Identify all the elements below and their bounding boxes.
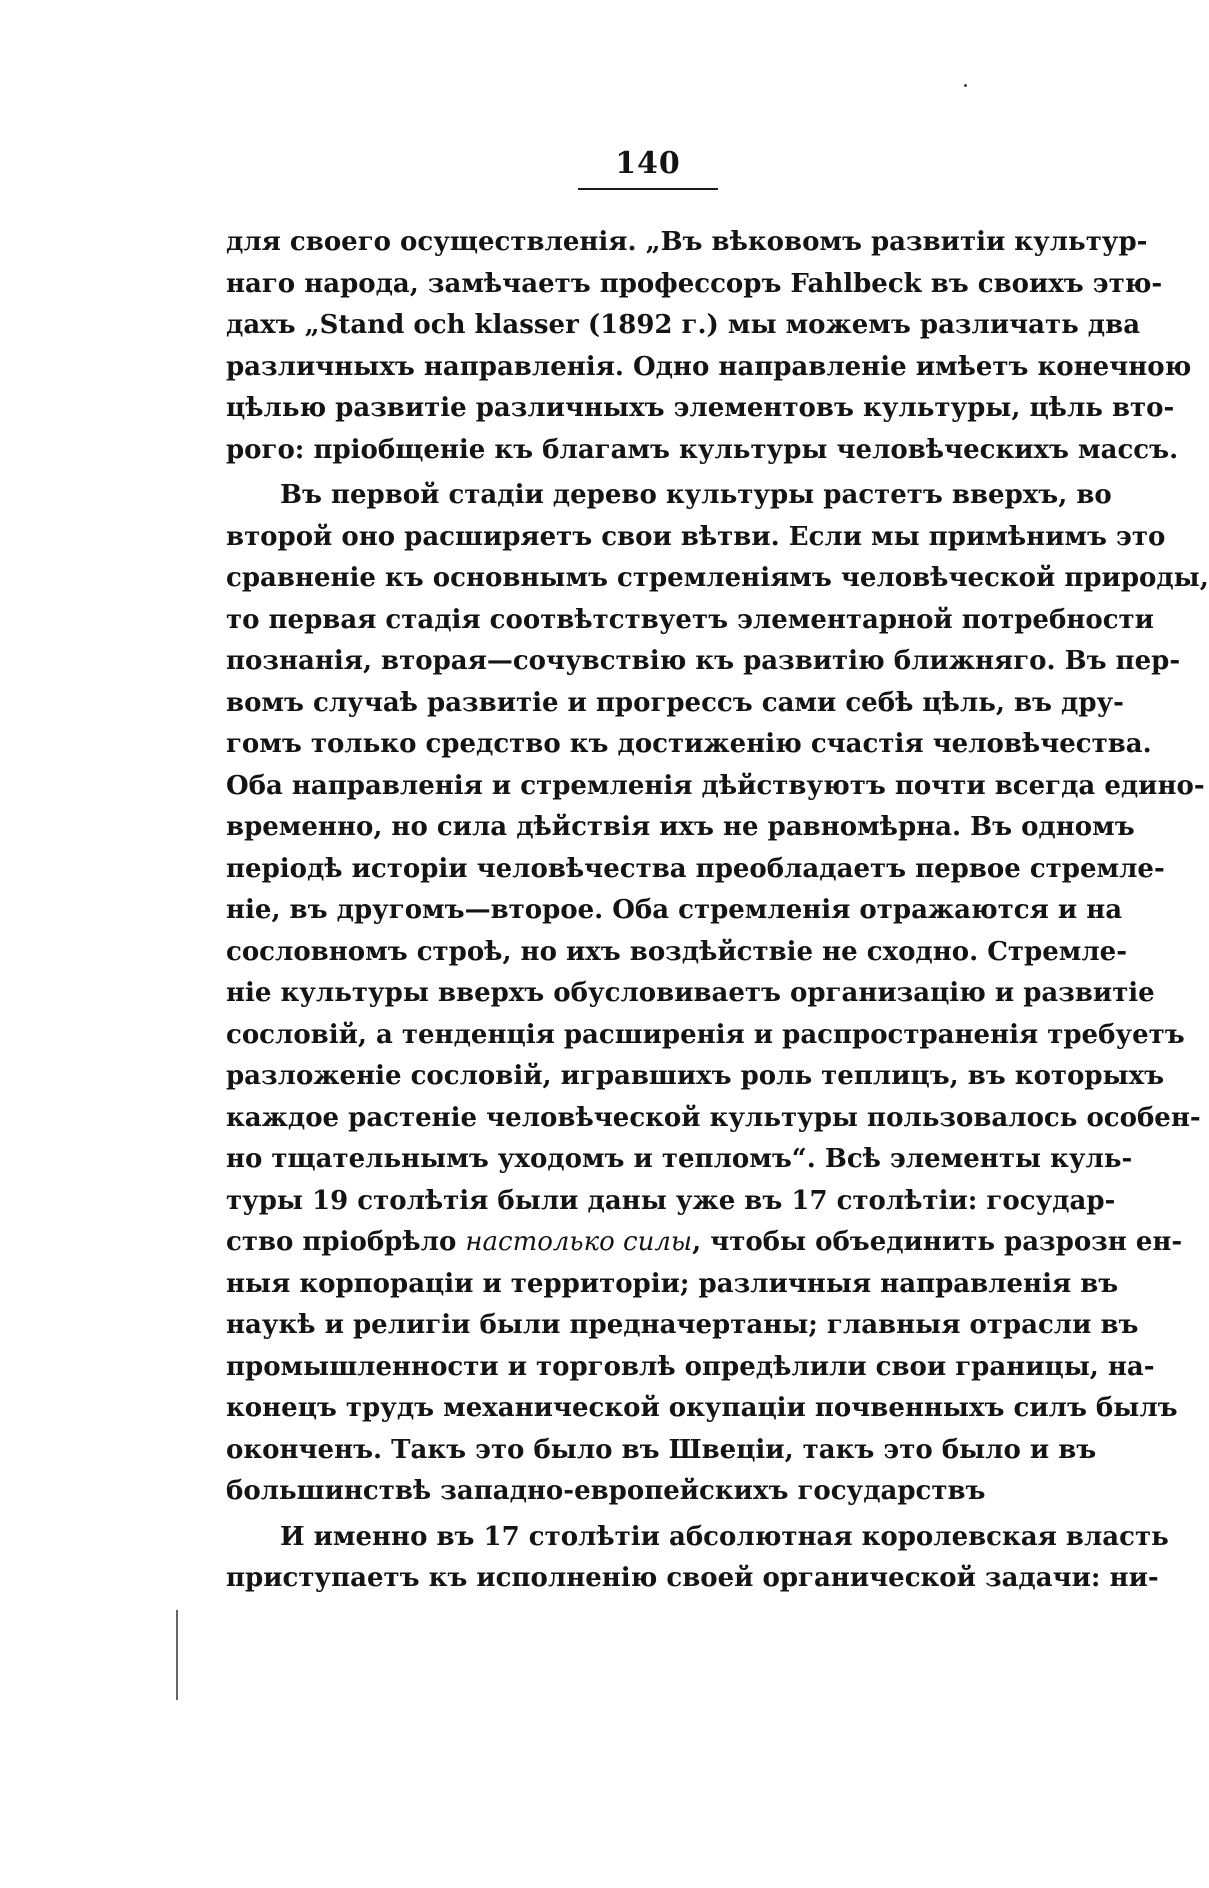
page-number: 140 <box>615 146 681 181</box>
text-line: дахъ „Stand och klasser (1892 г.) мы можемъ различать два <box>226 310 1141 340</box>
text-line: приступаетъ къ исполненію своей органической задачи: ни- <box>226 1563 1159 1593</box>
text-line: ніе культуры вверхъ обусловиваетъ организацію и развитіе <box>226 978 1155 1008</box>
text-line: сравненіе къ основнымъ стремленіямъ человѣческой природы, <box>226 563 1209 593</box>
text-line: оконченъ. Такъ это было въ Швеціи, такъ это было и въ <box>226 1434 1097 1465</box>
text-line: промышленности и торговлѣ опредѣлили свои границы, на- <box>226 1351 1155 1382</box>
text-line: каждое растеніе человѣческой культуры пользовалось особен- <box>226 1102 1201 1133</box>
text-line: то первая стадія соотвѣтствуетъ элементарной потребности <box>226 604 1154 635</box>
text-line: второй оно расширяетъ свои вѣтви. Если мы примѣнимъ это <box>226 521 1166 552</box>
text-line: ныя корпораціи и территоріи; различныя направленія въ <box>226 1268 1119 1299</box>
text-line: наго народа, замѣчаетъ профессоръ Fahlbeck въ своихъ этю- <box>226 268 1163 299</box>
text-line: разложеніе сословій, игравшихъ роль теплицъ, въ которыхъ <box>226 1061 1165 1091</box>
text-line: наукѣ и религіи были предначертаны; главныя отрасли въ <box>226 1310 1139 1340</box>
text-line: гомъ только средство къ достиженію счастія человѣчества. <box>226 729 1152 759</box>
margin-mark <box>176 1610 178 1700</box>
text-fragment: ство пріобрѣло <box>226 1227 457 1257</box>
body-text <box>226 222 1209 1600</box>
text-line: цѣлью развитіе различныхъ элементовъ культуры, цѣль вто- <box>226 393 1175 423</box>
text-line: временно, но сила дѣйствія ихъ не равномѣрна. Въ одномъ <box>226 812 1135 842</box>
scan-speck <box>964 84 967 87</box>
text-line: для своего осуществленія. „Въ вѣковомъ развитіи культур- <box>226 227 1148 257</box>
text-line: И именно въ 17 столѣтіи абсолютная королевская власть <box>280 1521 1169 1552</box>
text-line: рого: пріобщеніе къ благамъ культуры человѣческихъ массъ. <box>226 434 1179 465</box>
text-line: сословій, а тенденція расширенія и распространенія требуетъ <box>226 1019 1185 1050</box>
text-line: Оба направленія и стремленія дѣйствуютъ почти всегда едино- <box>226 770 1205 801</box>
text-line: сословномъ строѣ, но ихъ воздѣйствіе не сходно. Стремле- <box>226 936 1127 967</box>
text-line: различныхъ направленія. Одно направленіе имѣетъ конечною <box>226 351 1192 382</box>
header-rule <box>578 188 718 190</box>
text-line: періодѣ исторіи человѣчества преобладаетъ первое стремле- <box>226 853 1165 884</box>
text-line: вомъ случаѣ развитіе и прогрессъ сами себѣ цѣль, въ дру- <box>226 687 1124 718</box>
text-line: но тщательнымъ уходомъ и тепломъ“. Всѣ элементы куль- <box>226 1144 1133 1174</box>
text-line: познанія, вторая—сочувствію къ развитію ближняго. Въ пер- <box>226 646 1181 676</box>
text-line: большинствѣ западно-европейскихъ государствъ <box>226 1476 986 1506</box>
text-line: конецъ трудъ механической окупаціи почвенныхъ силъ былъ <box>226 1393 1178 1423</box>
text-line: Въ первой стадіи дерево культуры растетъ вверхъ, во <box>280 480 1112 510</box>
italic-phrase: настолько силы <box>465 1227 693 1257</box>
text-line: ніе, въ другомъ—второе. Оба стремленія отражаются и на <box>226 895 1123 925</box>
text-fragment: чтобы объединить разрозн ен- <box>710 1227 1183 1257</box>
text-line: туры 19 столѣтія были даны уже въ 17 столѣтіи: государ- <box>226 1185 1116 1216</box>
text-line-mixed: ство пріобрѣло настолько силы, чтобы объединить разрозн ен- <box>226 1227 1183 1257</box>
